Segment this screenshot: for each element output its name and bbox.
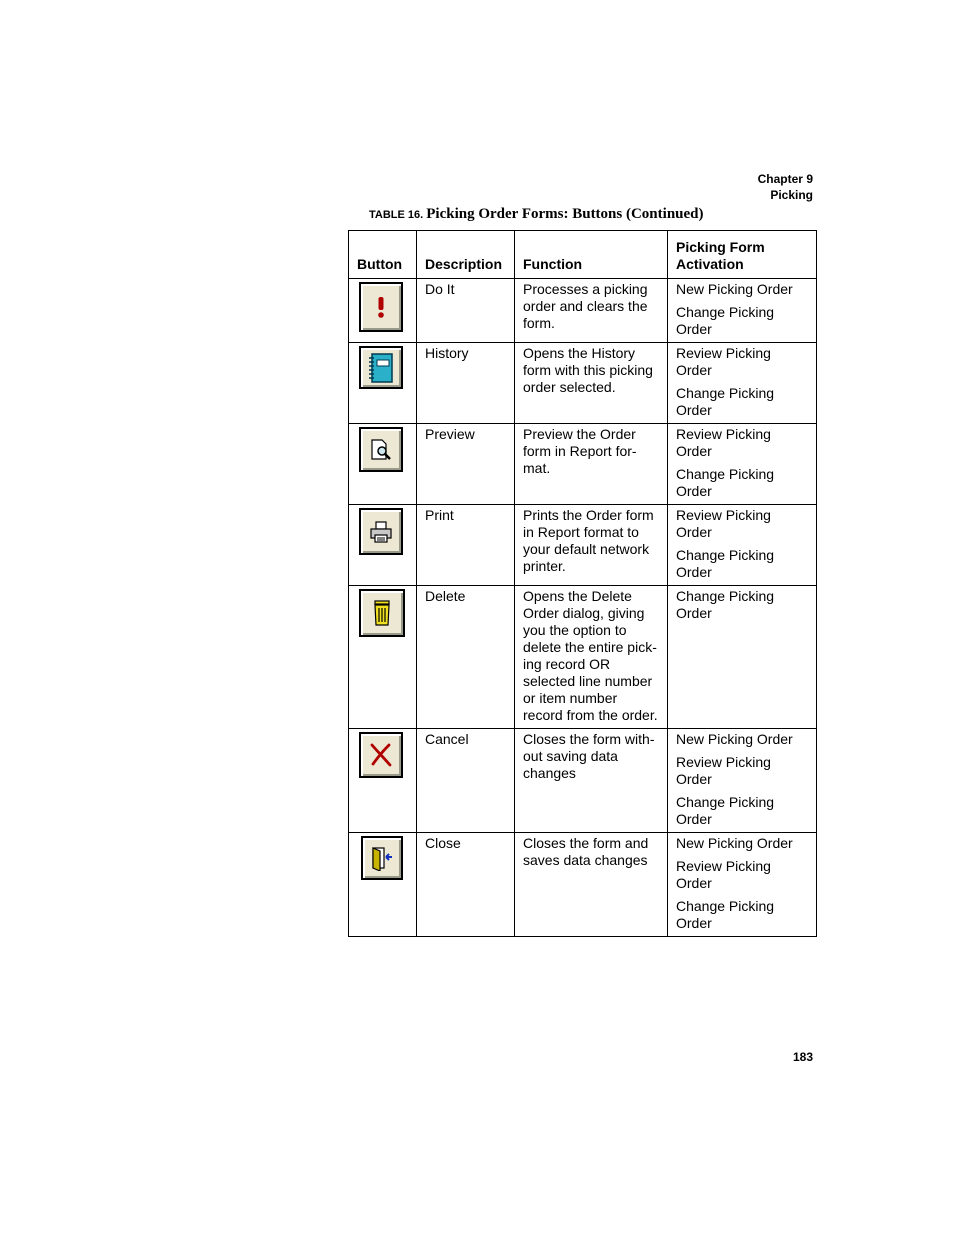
activation-cell [668, 833, 817, 937]
table-header-row [349, 231, 817, 279]
activation-item: Review Picking Order [676, 507, 771, 540]
table-row [349, 424, 817, 505]
description-cell: Print [417, 505, 515, 586]
description-cell: Cancel [417, 729, 515, 833]
activation-item: New Picking Order [676, 731, 793, 747]
description-cell: Preview [417, 424, 515, 505]
activation-cell [668, 729, 817, 833]
preview-icon [369, 438, 393, 462]
table-caption [369, 206, 704, 223]
activation-item: Change Picking Order [676, 898, 775, 931]
activation-item: Change Picking Order [676, 304, 775, 337]
activation-item: Change Picking Order [676, 794, 775, 827]
activation-item: Change Picking Order [676, 547, 775, 580]
preview-button[interactable] [359, 427, 403, 472]
chapter-label: Chapter 9 [757, 172, 813, 186]
exit-door-icon [370, 845, 394, 871]
table-caption-label: TABLE 16. [369, 209, 424, 221]
function-cell: Closes the form and saves data changes [515, 833, 668, 937]
activation-item: New Picking Order [676, 835, 793, 851]
function-cell: Opens the Delete Order dialog, giving you the option to delete the entire pick-ing record OR selected line number or item number record from the order. [515, 586, 668, 729]
function-cell: Processes a picking order and clears the form. [515, 279, 668, 343]
table-row [349, 279, 817, 343]
description-cell: History [417, 343, 515, 424]
running-header [758, 171, 813, 203]
activation-item: Review Picking Order [676, 345, 771, 378]
description-cell: Delete [417, 586, 515, 729]
cancel-button[interactable] [359, 732, 403, 778]
function-cell: Preview the Order form in Report for-mat. [515, 424, 668, 505]
activation-item: Change Picking Order [676, 466, 775, 499]
activation-item: Review Picking Order [676, 858, 771, 891]
activation-item: New Picking Order [676, 281, 793, 297]
function-cell: Opens the History form with this picking order selected. [515, 343, 668, 424]
activation-item: Change Picking Order [676, 385, 775, 418]
exclamation-icon [371, 294, 391, 320]
activation-item: Review Picking Order [676, 426, 771, 459]
section-label: Picking [770, 188, 813, 202]
function-cell: Prints the Order form in Report format to your default network printer. [515, 505, 668, 586]
activation-cell [668, 279, 817, 343]
close-button[interactable] [361, 836, 403, 880]
function-cell: Closes the form with-out saving data changes [515, 729, 668, 833]
print-button[interactable] [359, 508, 403, 555]
activation-cell [668, 505, 817, 586]
do-it-button[interactable] [359, 282, 403, 332]
history-button[interactable] [359, 346, 403, 389]
activation-cell [668, 343, 817, 424]
table-row [349, 833, 817, 937]
column-header-function: Function [515, 231, 668, 279]
buttons-table [348, 230, 817, 937]
column-header-description: Description [417, 231, 515, 279]
printer-icon [369, 520, 393, 544]
activation-cell [668, 424, 817, 505]
cancel-x-icon [368, 742, 394, 768]
table-row [349, 729, 817, 833]
table-caption-title: Picking Order Forms: Buttons (Continued) [426, 206, 704, 222]
activation-item: Review Picking Order [676, 754, 771, 787]
trash-icon [370, 599, 394, 627]
column-header-activation: Picking Form Activation [668, 231, 817, 279]
page-number: 183 [792, 1050, 813, 1064]
table-row [349, 505, 817, 586]
table-row [349, 586, 817, 729]
description-cell: Close [417, 833, 515, 937]
activation-item: Change Picking Order [676, 588, 775, 621]
description-cell: Do It [417, 279, 515, 343]
column-header-button: Button [349, 231, 417, 279]
delete-button[interactable] [359, 589, 405, 637]
activation-cell [668, 586, 817, 729]
notebook-icon [366, 352, 396, 384]
table-row [349, 343, 817, 424]
